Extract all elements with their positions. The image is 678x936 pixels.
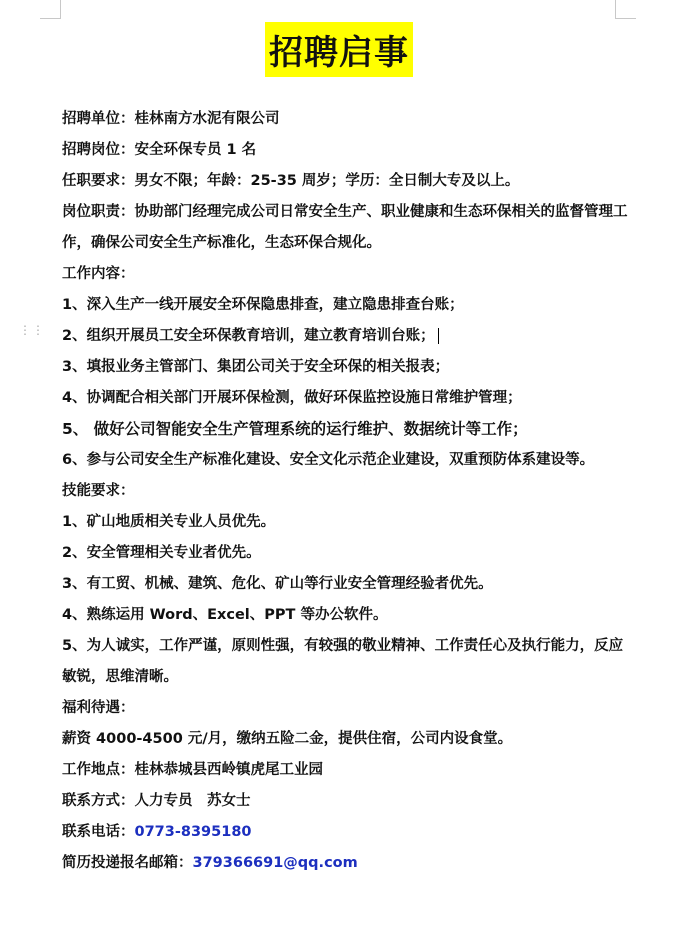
work-item-with-cursor [62,321,632,352]
skill-item: 2、安全管理相关专业者优先。 [62,545,261,561]
requirements: 任职要求：男女不限；年龄：25-35 周岁；学历：全日制大专及以上。 [62,173,520,189]
contact: 联系方式：人力专员 苏女士 [62,793,251,809]
skill-item: 4、熟练运用 Word、Excel、PPT 等办公软件。 [62,607,388,623]
skill-header: 技能要求： [62,483,135,499]
skill-item: 1、矿山地质相关专业人员优先。 [62,514,276,530]
phone-row [62,817,632,848]
page-corner-mark [615,0,636,19]
email-label: 简历投递报名邮箱： [62,855,193,871]
work-item: 2、组织开展员工安全环保教育培训，建立教育培训台账； [62,328,435,344]
recruit-unit: 招聘单位：桂林南方水泥有限公司 [62,111,280,127]
duties: 岗位职责：协助部门经理完成公司日常安全生产、职业健康和生态环保相关的监督管理工作，确保公司安全生产标准化，生态环保合规化。 [62,204,628,251]
email-row [62,848,632,879]
recruit-post: 招聘岗位：安全环保专员 1 名 [62,142,257,158]
skill-item: 5、为人诚实，工作严谨，原则性强，有较强的敬业精神、工作责任心及执行能力，反应敏锐，思维清晰。 [62,638,624,685]
work-item: 1、深入生产一线开展安全环保隐患排查，建立隐患排查台账； [62,297,464,313]
work-item: 5、 做好公司智能安全生产管理系统的运行维护、数据统计等工作； [62,420,528,438]
skill-item: 3、有工贸、机械、建筑、危化、矿山等行业安全管理经验者优先。 [62,576,493,592]
work-item: 3、填报业务主管部门、集团公司关于安全环保的相关报表； [62,359,450,375]
page-title: 招聘启事 [265,22,413,77]
welfare-header: 福利待遇： [62,700,135,716]
work-location: 工作地点：桂林恭城县西岭镇虎尾工业园 [62,762,323,778]
drag-handle-icon[interactable]: ⋮⋮ [19,323,45,337]
phone-label: 联系电话： [62,824,135,840]
work-item: 4、协调配合相关部门开展环保检测，做好环保监控设施日常维护管理； [62,390,522,406]
salary: 薪资 4000-4500 元/月，缴纳五险二金，提供住宿，公司内设食堂。 [62,731,513,747]
work-item: 6、参与公司安全生产标准化建设、安全文化示范企业建设，双重预防体系建设等。 [62,452,595,468]
work-content-header: 工作内容： [62,266,135,282]
text-cursor [438,328,439,344]
title-area [0,22,678,77]
email-address[interactable]: 379366691@qq.com [192,855,358,871]
document-body [62,104,632,879]
page-corner-mark [40,0,61,19]
phone-number: 0773-8395180 [134,824,252,840]
